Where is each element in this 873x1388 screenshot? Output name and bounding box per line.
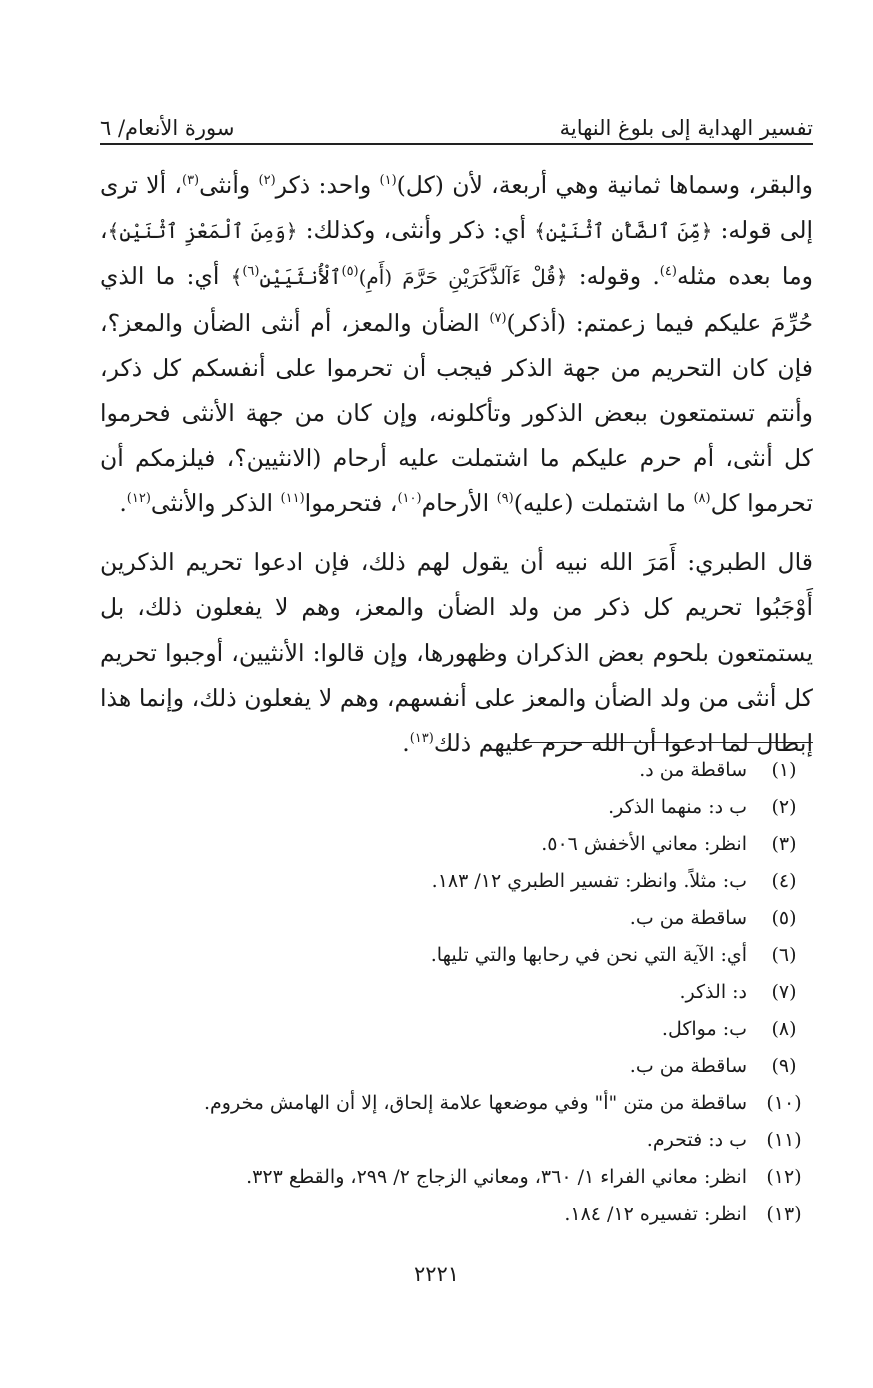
text-segment: ، وما بعده مثله: [100, 216, 814, 291]
footnote-text: انظر: تفسيره ١٢/ ١٨٤.: [564, 1203, 747, 1225]
footnote-ref: (٥): [341, 264, 359, 280]
footnote-number: (٣): [771, 833, 797, 855]
footnote-number: (٤): [771, 870, 797, 892]
footnote-text: انظر: معاني الفراء ١/ ٣٦٠، ومعاني الزجاج ٢/ ٢٩٩، والقطع ٣٢٣.: [246, 1166, 747, 1188]
footnote-text: ب د: فتحرم.: [646, 1129, 747, 1151]
footnote-ref: (٦): [242, 264, 260, 280]
footnote-text: ب: مثلاً. وانظر: تفسير الطبري ١٢/ ١٨٣.: [431, 870, 747, 892]
footnote-item: [100, 1011, 813, 1048]
footnote-ref: (٧): [489, 310, 507, 326]
tabari-paragraph: [100, 540, 813, 766]
footnote-number: (٢): [771, 796, 797, 818]
header-rule: [100, 143, 813, 145]
footnote-text: ب: مواكل.: [661, 1018, 747, 1040]
text-segment: .: [402, 729, 410, 758]
book-title: تفسير الهداية إلى بلوغ النهاية: [559, 116, 813, 140]
text-segment: ، ألا ترى إلى قوله:: [100, 171, 814, 245]
footnote-ref: (١٢): [126, 491, 151, 507]
text-segment: واحد: ذكر: [275, 171, 380, 199]
running-header: [100, 100, 813, 140]
footnote-text: ب د: منهما الذكر.: [608, 796, 747, 818]
footnote-ref: (١٣): [409, 731, 434, 747]
footnote-number: (٨): [771, 1018, 797, 1040]
text-segment: . وقوله:: [567, 262, 660, 291]
text-segment: الأرحام: [421, 489, 497, 518]
footnote-number: (١٢): [766, 1166, 802, 1188]
text-segment: الضأن والمعز، أم أنثى الضأن والمعز؟، فإن كان التحريم من جهة الذكر فيجب أن تحرموا على أنفسكم كل ذكر، وأنتم تستمتعون ببعض الذكور وتأكلونه، وإن كان من جهة الأنثى فحرموا كل أنثى، أم حرم عليكم ما اشتملت عليه أرحام (الانثيين؟، فيلزمكم أن تحرموا كل: [100, 308, 813, 518]
text-segment: الذكر والأنثى: [150, 489, 281, 518]
footnote-text: أي: الآية التي نحن في رحابها والتي تليها.: [430, 944, 747, 966]
footnote-number: (٩): [771, 1055, 797, 1077]
footnote-number: (١١): [766, 1129, 802, 1151]
footnote-text: ساقطة من ب.: [629, 1055, 747, 1077]
footnote-ref: (٨): [693, 491, 711, 507]
footnote-text: د: الذكر.: [679, 981, 747, 1003]
text-segment: والبقر، وسماها ثمانية وهي أربعة، لأن (كل): [396, 171, 813, 199]
text-segment: أي: ذكر وأنثى، وكذلك:: [297, 216, 535, 245]
footnote-item: [100, 1196, 813, 1233]
footnote-item: [100, 1159, 813, 1196]
footnote-number: (١): [771, 759, 797, 781]
tabari-text-block: [100, 540, 813, 766]
footnote-item: [100, 937, 813, 974]
footnote-text: انظر: معاني الأخفش ٥٠٦.: [541, 833, 747, 855]
footnote-text: ساقطة من متن "أ" وفي موضعها علامة إلحاق، إلا أن الهامش مخروم.: [203, 1092, 747, 1114]
text-segment: ما اشتملت (عليه): [513, 489, 694, 518]
footnote-text: ساقطة من ب.: [629, 907, 747, 929]
footnote-ref: (١٠): [397, 491, 422, 507]
footnote-number: (١٠): [766, 1092, 802, 1114]
page-number: ٢٢٢١: [413, 1262, 460, 1286]
footnote-item: [100, 1085, 813, 1122]
footnote-number: (٦): [771, 944, 797, 966]
text-segment: أي: ما الذي حُرِّمَ عليكم فيما زعمتم: (أذكر): [100, 262, 813, 337]
quran-quote: ٱلْأُنثَيَيْنِ: [259, 265, 342, 290]
footnote-item: [100, 900, 813, 937]
footnote-item: [100, 1048, 813, 1085]
footnote-item: [100, 789, 813, 826]
footnote-number: (٧): [771, 981, 797, 1003]
footnote-ref: (١١): [280, 491, 305, 507]
footnote-ref: (٢): [258, 173, 276, 189]
footnote-ref: (٤): [659, 264, 677, 280]
text-segment: وأنثى: [199, 171, 259, 199]
text-segment: ، فتحرموا: [304, 489, 398, 518]
surah-page-label: سورة الأنعام/ ٦: [100, 116, 235, 140]
footnote-rule: [513, 742, 813, 743]
footnote-ref: (٣): [181, 173, 200, 189]
text-segment: .: [119, 489, 127, 518]
footnote-number: (٥): [771, 907, 797, 929]
footnote-item: [100, 826, 813, 863]
commentary-paragraph: [100, 163, 813, 527]
footnote-number: (١٣): [766, 1203, 802, 1225]
main-text: [100, 163, 813, 527]
footnote-ref: (٩): [496, 491, 514, 507]
footnote-item: [100, 752, 813, 789]
quran-bracket: ﴾: [230, 265, 243, 290]
tabari-text: قال الطبري: أَمَرَ الله نبيه أن يقول لهم ذلك، فإن ادعوا تحريم الذكرين أَوْجَبُوا تحريم كل ذكر من ولد الضأن والمعز، وهم لا يفعلون ذلك، بل يستمتعون بلحوم بعض الذكران وظهورها، وإن قالوا: الأنثيين، أوجبوا تحريم كل أنثى من ولد الضأن والمعز على أنفسهم، وهم لا يفعلون ذلك، وإنما هذا إبطال لما ادعوا أن الله حرم عليهم ذلك: [100, 548, 813, 758]
footnote-item: [100, 974, 813, 1011]
footnote-item: [100, 863, 813, 900]
footnote-text: ساقطة من د.: [639, 759, 747, 781]
footnotes-list: [100, 752, 813, 1233]
quran-quote: ﴿وَمِنَ ٱلْمَعْزِ ٱثْنَيْنِ﴾: [107, 219, 298, 244]
quran-quote: ﴿قُلْ ءَآلذَّكَرَيْنِ حَرَّمَ (أَمِ): [358, 265, 568, 290]
footnote-item: [100, 1122, 813, 1159]
footnote-ref: (١): [379, 173, 397, 189]
quran-quote: ﴿مِّنَ ٱلضَّأْنِ ٱثْنَيْنِ﴾: [534, 219, 713, 244]
